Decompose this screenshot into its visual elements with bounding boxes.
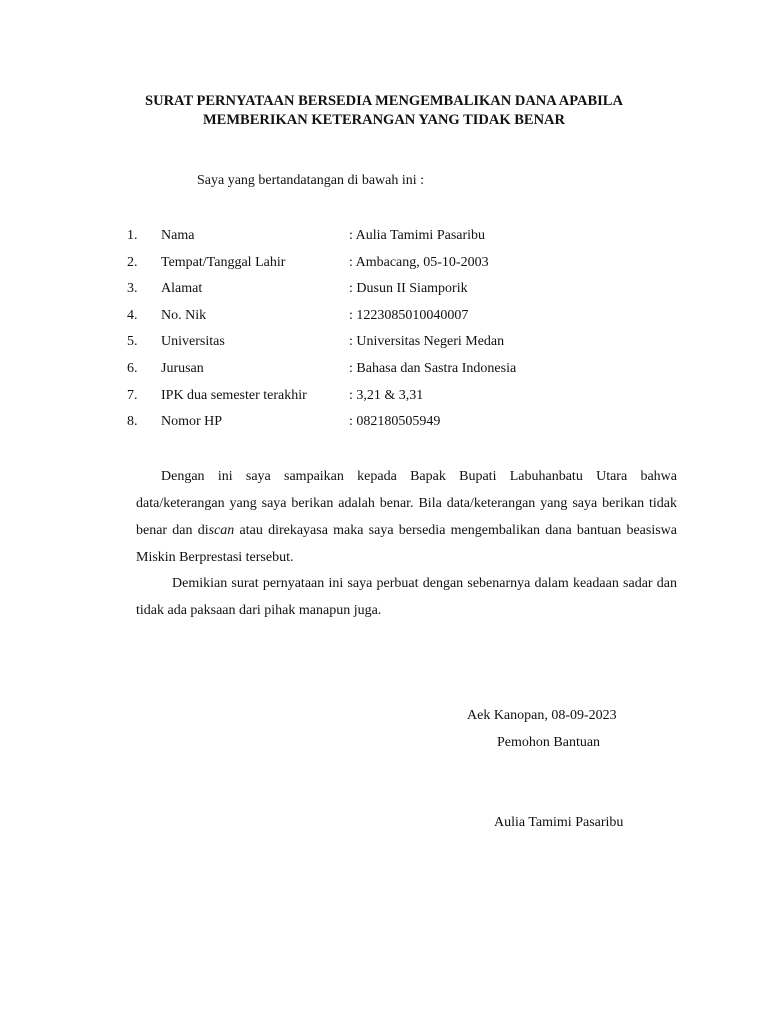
field-value: : Dusun II Siamporik: [349, 281, 468, 297]
place-and-date: Aek Kanopan, 08-09-2023: [467, 708, 617, 723]
intro-text: Saya yang bertandatangan di bawah ini :: [197, 173, 425, 188]
field-number: 7.: [127, 387, 138, 403]
statement-paragraph: [136, 463, 677, 571]
field-value: : 3,21 & 3,31: [349, 387, 424, 403]
field-label: No. Nik: [161, 307, 207, 323]
field-number: 6.: [127, 360, 138, 376]
field-row-birth: [0, 254, 768, 281]
field-label: Universitas: [161, 334, 225, 350]
field-number: 4.: [127, 307, 138, 323]
field-row-university: [0, 333, 768, 360]
field-value: : 1223085010040007: [349, 307, 469, 323]
field-row-name: [0, 227, 768, 254]
statement-text-start: Dengan ini saya sampaikan kepada Bapak Bupati Labuhanbatu Utara bahwa data/keterangan yang saya berikan adalah benar. Bila data/keterangan yang saya berikan tidak benar dan di: [136, 469, 677, 538]
closing-paragraph: Demikian surat pernyataan ini saya perbuat dengan sebenarnya dalam keadaan sadar dan tidak ada paksaan dari pihak manapun juga.: [136, 576, 677, 618]
statement-text-italic: scan: [208, 523, 235, 538]
field-number: 3.: [127, 281, 138, 297]
statement-text-end: atau direkayasa maka saya bersedia mengembalikan dana bantuan beasiswa Miskin Berprestasi tersebut.: [136, 523, 677, 565]
field-value: : Bahasa dan Sastra Indonesia: [349, 360, 517, 376]
field-label: Alamat: [161, 281, 203, 297]
field-row-major: [0, 360, 768, 387]
field-number: 1.: [127, 228, 138, 243]
field-row-gpa: [0, 387, 768, 414]
field-value: : Universitas Negeri Medan: [349, 334, 505, 350]
field-label: Nama: [161, 228, 195, 243]
field-label: Tempat/Tanggal Lahir: [161, 254, 286, 270]
field-number: 2.: [127, 254, 138, 270]
field-row-phone: [0, 413, 768, 440]
field-number: 5.: [127, 334, 138, 350]
field-row-address: [0, 280, 768, 307]
signer-name: Aulia Tamimi Pasaribu: [494, 815, 624, 830]
field-value: : 082180505949: [349, 414, 441, 430]
field-value: : Ambacang, 05-10-2003: [349, 254, 489, 270]
identity-field-list: [0, 227, 768, 440]
field-label: Jurusan: [161, 360, 204, 376]
title-line-1: SURAT PERNYATAAN BERSEDIA MENGEMBALIKAN DANA APABILA: [145, 93, 623, 109]
field-number: 8.: [127, 414, 138, 430]
signer-role: Pemohon Bantuan: [497, 735, 601, 750]
field-label: IPK dua semester terakhir: [161, 387, 307, 403]
title-line-2: MEMBERIKAN KETERANGAN YANG TIDAK BENAR: [202, 112, 565, 128]
field-row-nik: [0, 307, 768, 334]
field-value: : Aulia Tamimi Pasaribu: [349, 228, 486, 243]
field-label: Nomor HP: [161, 414, 223, 430]
document-title: [0, 92, 768, 130]
